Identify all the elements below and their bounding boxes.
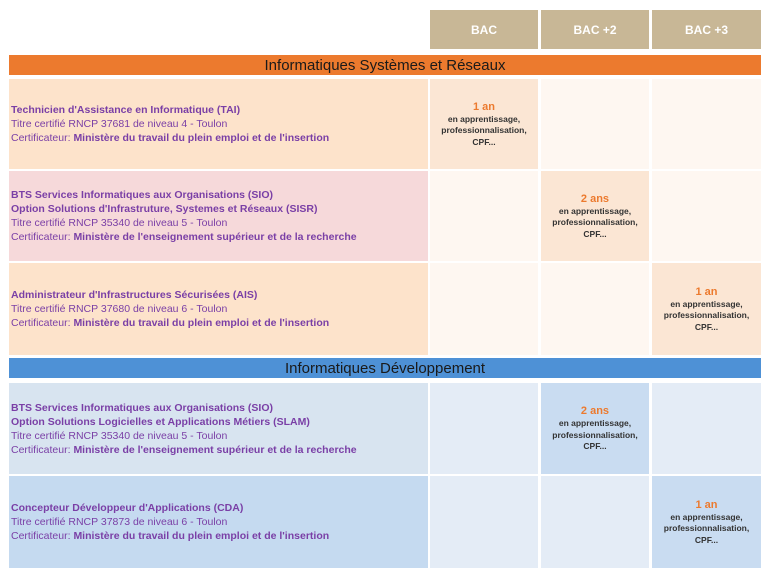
certificateur-label: Certificateur:	[11, 443, 74, 456]
section-title-systemes-reseaux: Informatiques Systèmes et Réseaux	[9, 55, 761, 75]
formation-title: Option Solutions Logicielles et Applications Métiers (SLAM)	[11, 415, 310, 428]
rncp-title: Titre certifié RNCP 37873 de niveau 6 - Toulon	[11, 516, 228, 528]
empty-level-cell	[430, 476, 538, 568]
empty-level-cell	[541, 79, 649, 169]
duration-mode: CPF...	[694, 534, 719, 545]
formation-info	[9, 476, 428, 568]
duration-mode: CPF...	[472, 136, 496, 147]
certificateur-line	[11, 131, 428, 145]
rncp-title: Titre certifié RNCP 37681 de niveau 4 - Toulon	[11, 118, 228, 130]
rncp-title: Titre certifié RNCP 35340 de niveau 5 - Toulon	[11, 217, 228, 229]
certificateur-label: Certificateur:	[11, 231, 74, 243]
duration-mode: en apprentissage,	[670, 298, 743, 309]
duration-mode: CPF...	[583, 441, 607, 452]
empty-level-cell	[430, 171, 538, 261]
certificateur-name: Ministère du travail du plein emploi et de l'insertion	[73, 132, 330, 144]
duration-mode: en apprentissage,	[670, 511, 743, 522]
certificateur-name: Ministère du travail du plein emploi et de l'insertion	[73, 317, 330, 329]
duration-value: 1 an	[472, 100, 495, 113]
duration-mode: professionnalisation,	[552, 429, 638, 440]
duration-mode: professionnalisation,	[663, 310, 750, 321]
col-header-bac-plus-3: BAC +3	[652, 10, 761, 49]
col-header-bac: BAC	[430, 10, 538, 49]
formation-title: BTS Services Informatiques aux Organisations (SIO)	[11, 401, 273, 414]
duration-mode: professionnalisation,	[441, 125, 527, 136]
duration-mode: en apprentissage,	[447, 113, 521, 124]
formation-info	[9, 79, 428, 169]
duration-value: 2 ans	[580, 192, 610, 205]
certificateur-label: Certificateur:	[11, 530, 74, 542]
duration-value: 1 an	[695, 498, 718, 511]
col-header-bac-plus-2: BAC +2	[541, 10, 649, 49]
formation-title: BTS Services Informatiques aux Organisations (SIO)	[11, 189, 273, 201]
empty-level-cell	[652, 383, 761, 474]
certificateur-line	[11, 316, 428, 330]
empty-level-cell	[430, 263, 538, 355]
formation-info	[9, 171, 428, 261]
formation-info	[9, 383, 428, 474]
certificateur-name: Ministère de l'enseignement supérieur et de la recherche	[73, 231, 357, 243]
certificateur-name: Ministère de l'enseignement supérieur et de la recherche	[73, 443, 357, 456]
duration-cell	[541, 383, 649, 474]
empty-level-cell	[652, 79, 761, 169]
formation-info	[9, 263, 428, 355]
certificateur-label: Certificateur:	[11, 317, 74, 329]
certificateur-line	[11, 443, 428, 457]
empty-level-cell	[541, 476, 649, 568]
duration-value: 1 an	[695, 285, 718, 298]
empty-level-cell	[430, 383, 538, 474]
certificateur-name: Ministère du travail du plein emploi et de l'insertion	[73, 530, 330, 542]
empty-level-cell	[652, 171, 761, 261]
duration-cell	[541, 171, 649, 261]
certificateur-label: Certificateur:	[11, 132, 74, 144]
duration-cell	[430, 79, 538, 169]
duration-mode: CPF...	[694, 321, 719, 332]
certificateur-line	[11, 230, 428, 244]
duration-mode: professionnalisation,	[552, 217, 638, 228]
duration-cell	[652, 263, 761, 355]
empty-level-cell	[541, 263, 649, 355]
duration-mode: en apprentissage,	[558, 205, 632, 216]
duration-mode: professionnalisation,	[663, 523, 750, 534]
section-title-developpement: Informatiques Développement	[9, 358, 761, 378]
duration-mode: CPF...	[583, 228, 607, 239]
formation-title: Technicien d'Assistance en Informatique (TAI)	[11, 104, 241, 116]
rncp-title: Titre certifié RNCP 37680 de niveau 6 - Toulon	[11, 303, 228, 315]
certificateur-line	[11, 529, 428, 543]
duration-cell	[652, 476, 761, 568]
duration-value: 2 ans	[580, 405, 610, 418]
formation-title: Concepteur Développeur d'Applications (CDA)	[11, 502, 244, 514]
rncp-title: Titre certifié RNCP 35340 de niveau 5 - Toulon	[11, 429, 228, 442]
formation-title: Option Solutions d'Infrastruture, Systemes et Réseaux (SISR)	[11, 203, 318, 215]
duration-mode: en apprentissage,	[558, 418, 632, 429]
formation-title: Administrateur d'Infrastructures Sécurisées (AIS)	[11, 289, 258, 301]
